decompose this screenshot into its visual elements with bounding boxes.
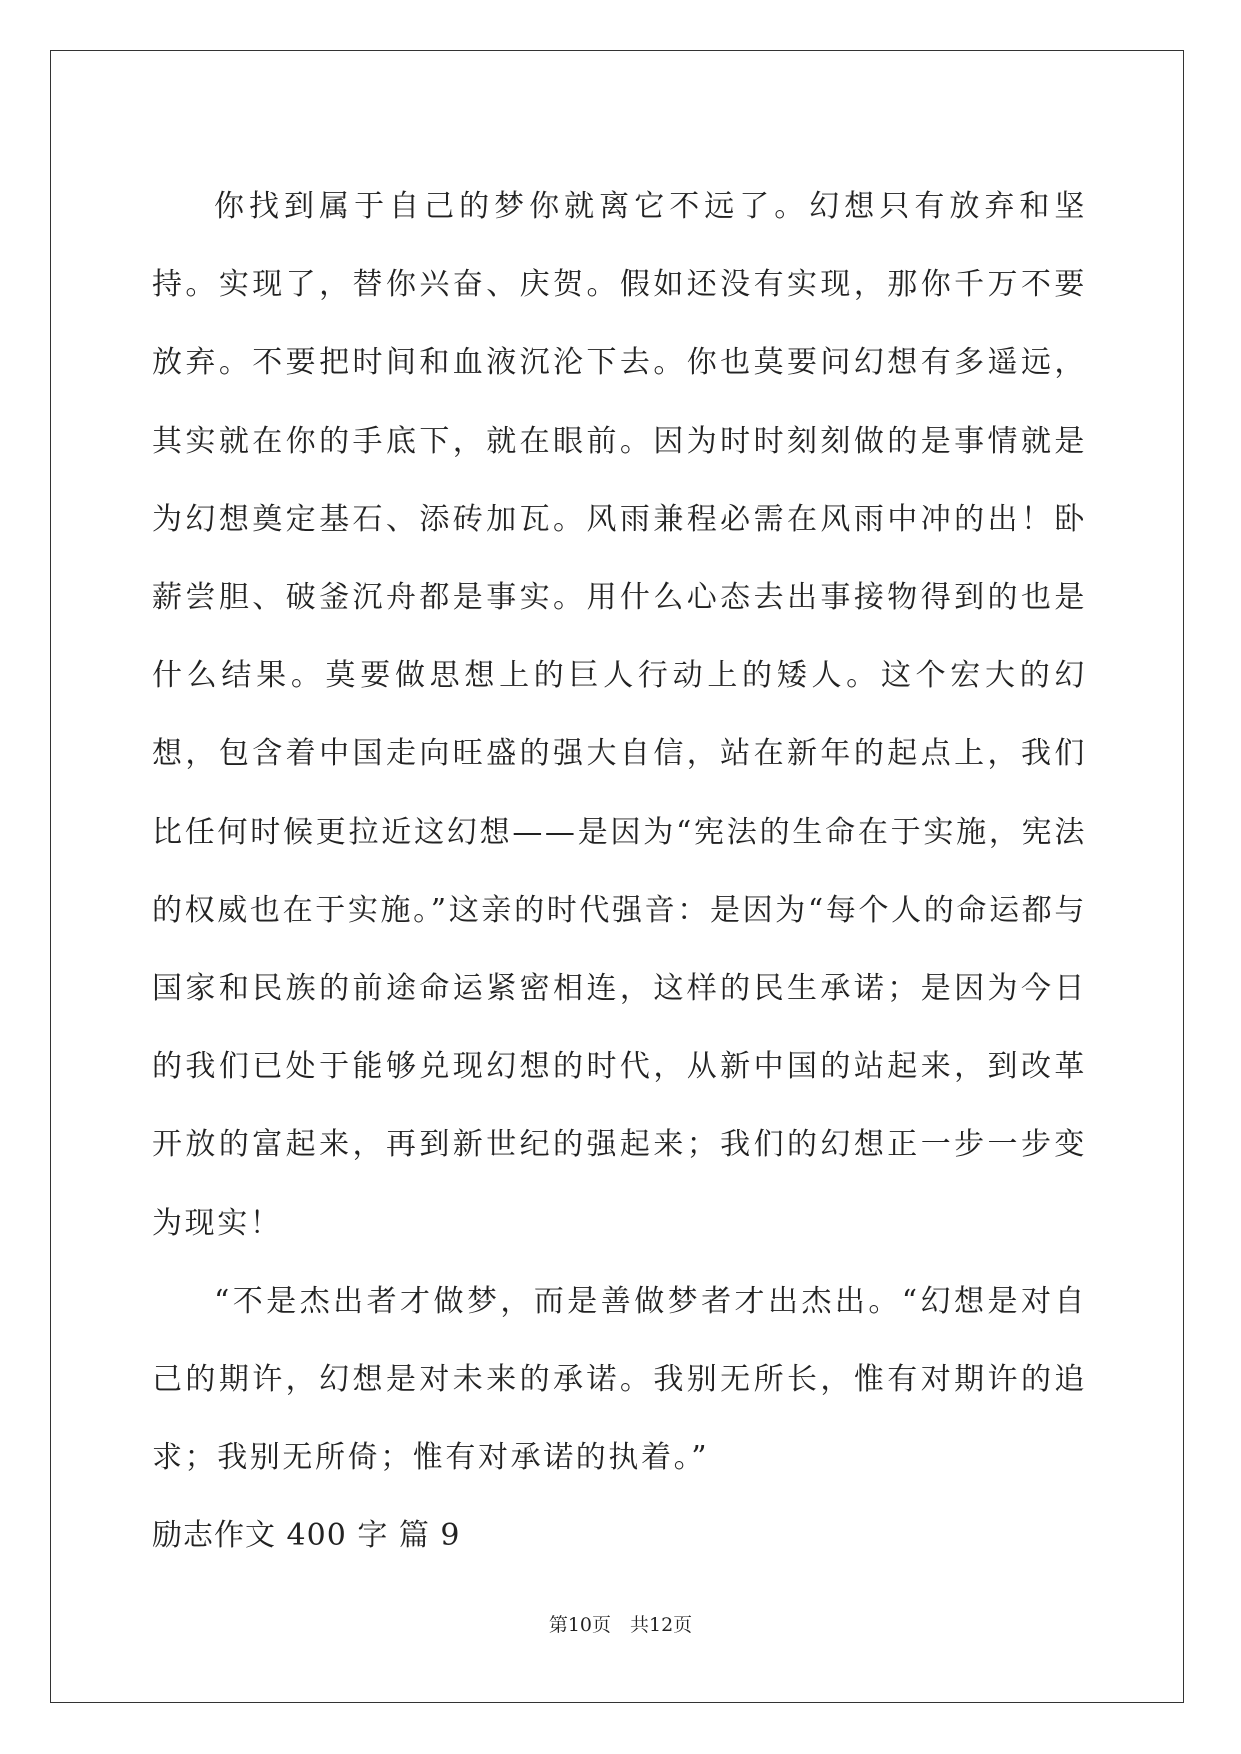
page-number-footer: 第10页 共12页 [548, 1614, 693, 1636]
paragraph-1: 你找到属于自己的梦你就离它不远了。幻想只有放弃和坚持。实现了，替你兴奋、庆贺。假如还没有实现，那你千万不要放弃。不要把时间和血液沉沦下去。你也莫要问幻想有多遥远，其实就在你的手底下，就在眼前。因为时时刻刻做的是事情就是为幻想奠定基石、添砖加瓦。风雨兼程必需在风雨中冲的出！卧薪尝胆、破釜沉舟都是事实。用什么心态去出事接物得到的也是什么结果。莫要做思想上的巨人行动上的矮人。这个宏大的幻想，包含着中国走向旺盛的强大自信，站在新年的起点上，我们比任何时候更拉近这幻想——是因为“宪法的生命在于实施，宪法的权威也在于实施。”这亲的时代强音：是因为“每个人的命运都与国家和民族的前途命运紧密相连，这样的民生承诺；是因为今日的我们已处于能够兑现幻想的时代，从新中国的站起来，到改革开放的富起来，再到新世纪的强起来；我们的幻想正一步一步变为现实！ [152, 189, 1087, 1241]
document-body [152, 168, 1087, 1576]
paragraph-2: “不是杰出者才做梦，而是善做梦者才出杰出。“幻想是对自己的期许，幻想是对未来的承诺。我别无所长，惟有对期许的追求；我别无所倚；惟有对承诺的执着。” [152, 1283, 1087, 1476]
section-heading: 励志作文 400 字 篇 9 [152, 1518, 461, 1554]
